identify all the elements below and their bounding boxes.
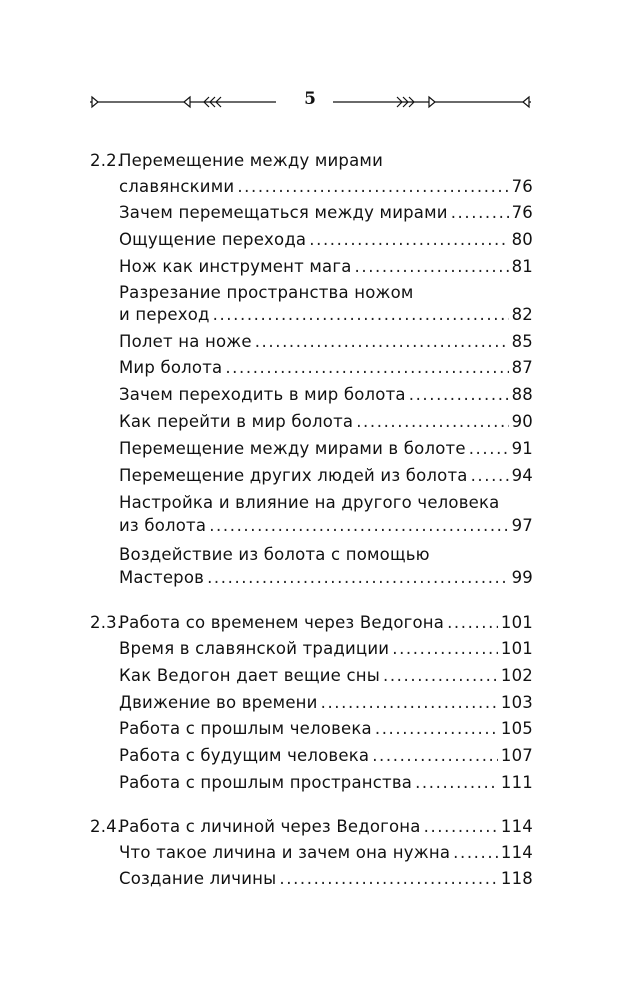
dot-leader — [469, 436, 509, 462]
page-ref: 85 — [511, 332, 533, 351]
dot-leader — [424, 814, 498, 840]
toc-section-2-2-title-line — [90, 148, 533, 174]
dot-leader — [409, 382, 509, 408]
section-title: Работа со временем через Ведогона — [119, 613, 445, 632]
entry-title: Разрезание пространства ножом — [119, 283, 414, 302]
dot-leader — [355, 254, 509, 280]
toc-entry[interactable] — [119, 355, 533, 381]
dot-leader — [392, 636, 498, 662]
toc-entry[interactable] — [119, 227, 533, 253]
entry-title: Работа с прошлым человека — [119, 719, 372, 738]
entry-title: Нож как инструмент мага — [119, 257, 352, 276]
entry-title: Настройка и влияние на другого человека — [119, 493, 500, 512]
page-ref: 94 — [511, 466, 533, 485]
page-ref: 91 — [511, 439, 533, 458]
dot-leader — [279, 866, 498, 892]
page-ref: 105 — [500, 719, 533, 738]
dot-leader — [356, 409, 508, 435]
page-ref: 101 — [500, 639, 533, 658]
dot-leader — [383, 663, 498, 689]
page-ref: 76 — [511, 177, 533, 196]
section-title: Работа с личиной через Ведогона — [119, 817, 421, 836]
toc-section-2-4[interactable] — [90, 814, 533, 840]
toc-entry[interactable] — [119, 743, 533, 769]
toc-section-2-3[interactable] — [90, 610, 533, 636]
entry-title-continued: Мастеров — [119, 568, 205, 587]
entry-title: Работа с будущим человека — [119, 746, 370, 765]
entry-title-continued: из болота — [119, 516, 207, 535]
toc-entry[interactable] — [119, 690, 533, 716]
entry-title: Время в славянской традиции — [119, 639, 390, 658]
dot-leader — [415, 770, 498, 796]
page-ref: 103 — [500, 693, 533, 712]
section-number: 2.4. — [90, 817, 123, 836]
entry-title: Перемещение других людей из болота — [119, 466, 468, 485]
entry-title: Зачем переходить в мир болота — [119, 385, 406, 404]
toc-entry[interactable] — [119, 866, 533, 892]
entry-title: Ощущение перехода — [119, 230, 307, 249]
entry-title: Создание личины — [119, 869, 277, 888]
toc-entry[interactable] — [119, 200, 533, 226]
section-number: 2.2. — [90, 151, 123, 170]
page-ref: 97 — [511, 516, 533, 535]
entry-title-continued: и переход — [119, 305, 210, 324]
toc-entry[interactable] — [119, 329, 533, 355]
entry-title: Мир болота — [119, 358, 223, 377]
page-ref: 114 — [500, 817, 533, 836]
toc-entry[interactable] — [119, 513, 533, 539]
toc-entry[interactable] — [119, 382, 533, 408]
page-ref: 118 — [500, 869, 533, 888]
toc-entry[interactable] — [119, 409, 533, 435]
entry-title: Перемещение между мирами в болоте — [119, 439, 466, 458]
entry-title: Движение во времени — [119, 693, 318, 712]
toc-entry[interactable] — [119, 302, 533, 328]
dot-leader — [209, 513, 508, 539]
dot-leader — [321, 690, 498, 716]
dot-leader — [237, 174, 508, 200]
page-ref: 87 — [511, 358, 533, 377]
entry-title: Зачем перемещаться между мирами — [119, 203, 448, 222]
section-number: 2.3. — [90, 613, 123, 632]
page-ref: 82 — [511, 305, 533, 324]
page-ref: 111 — [500, 773, 533, 792]
toc-entry[interactable] — [119, 840, 533, 866]
page-ref: 76 — [511, 203, 533, 222]
entry-title: Что такое личина и зачем она нужна — [119, 843, 451, 862]
toc-entry[interactable] — [119, 463, 533, 489]
dot-leader — [213, 302, 509, 328]
page-number: 5 — [304, 89, 316, 109]
entry-title: Работа с прошлым пространства — [119, 773, 413, 792]
toc-entry[interactable] — [119, 770, 533, 796]
dot-leader — [453, 840, 498, 866]
entry-title: Полет на ноже — [119, 332, 252, 351]
page-header — [0, 82, 619, 122]
toc-entry[interactable] — [119, 565, 533, 591]
toc-entry[interactable] — [119, 636, 533, 662]
entry-title: Как перейти в мир болота — [119, 412, 354, 431]
page-ref: 90 — [511, 412, 533, 431]
toc-entry[interactable] — [119, 716, 533, 742]
dot-leader — [255, 329, 509, 355]
toc-entry[interactable] — [119, 254, 533, 280]
page-ref: 102 — [500, 666, 533, 685]
entry-title: Как Ведогон дает вещие сны — [119, 666, 380, 685]
page-ref: 81 — [511, 257, 533, 276]
dot-leader — [225, 355, 508, 381]
toc-section-2-2-entry[interactable] — [119, 174, 533, 200]
dot-leader — [309, 227, 508, 253]
section-title: Перемещение между мирами — [119, 151, 383, 170]
entry-title: Воздействие из болота с помощью — [119, 545, 430, 564]
page-ref: 107 — [500, 746, 533, 765]
page-ref: 114 — [500, 843, 533, 862]
dot-leader — [375, 716, 498, 742]
dot-leader — [207, 565, 509, 591]
toc-entry[interactable] — [119, 663, 533, 689]
dot-leader — [471, 463, 509, 489]
toc-entry[interactable] — [119, 436, 533, 462]
page-ref: 80 — [511, 230, 533, 249]
page-ref: 101 — [500, 613, 533, 632]
dot-leader — [372, 743, 498, 769]
section-title-continued: славянскими — [119, 177, 235, 196]
dot-leader — [447, 610, 498, 636]
page-ref: 99 — [511, 568, 533, 587]
page-ref: 88 — [511, 385, 533, 404]
dot-leader — [451, 200, 509, 226]
